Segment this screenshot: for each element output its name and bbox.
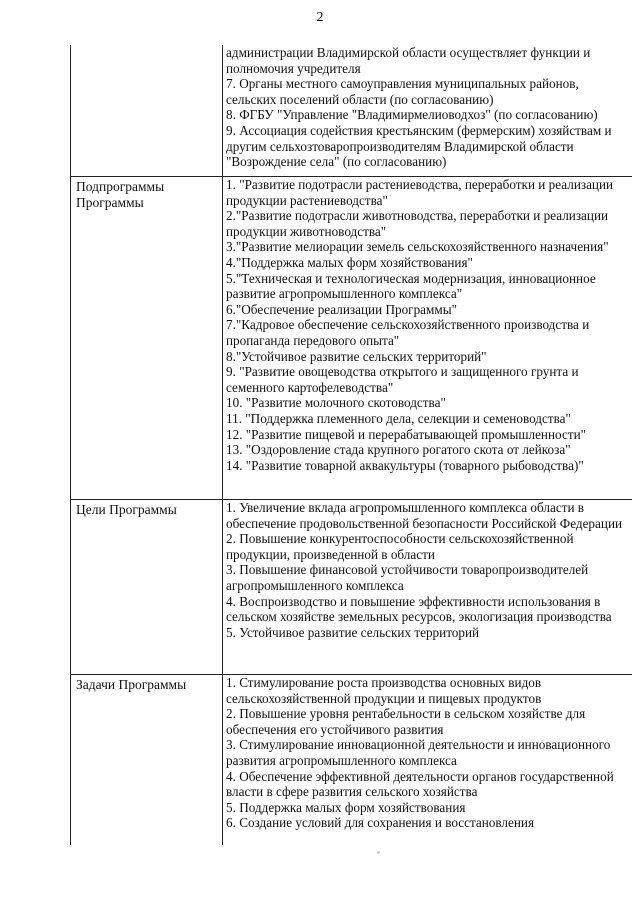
list-item: 11. "Поддержка племенного дела, селекции и семеноводства" — [226, 410, 571, 426]
goals-cell — [226, 500, 628, 640]
list-item: 5."Техническая и технологическая модернизация, инновационное развитие агропромышленного комплекса" — [226, 270, 596, 302]
list-item: 14. "Развитие товарной аквакультуры (товарного рыбоводства)" — [226, 457, 584, 473]
list-item: 2."Развитие подотрасли животноводства, переработки и реализации продукции животноводства" — [226, 208, 609, 239]
list-item: 3. Стимулирование инновационной деятельности и инновационного развития агропромышленного комплекса — [226, 737, 611, 768]
list-item: 8. ФГБУ "Управление "Владимирмелиоводхоз" (по согласованию) — [226, 107, 598, 123]
list-item: 6. Создание условий для сохранения и восстановления — [226, 815, 535, 831]
list-item: 1. Стимулирование роста производства основных видов сельскохозяйственной продукции и пищевых продуктов — [226, 675, 542, 706]
page-number: 2 — [316, 10, 324, 25]
list-item: администрации Владимирской области осуществляет функции и полномочия учредителя — [226, 45, 591, 76]
list-item: 12. "Развитие пищевой и перерабатывающей промышленности" — [226, 426, 587, 442]
list-item: 8."Устойчивое развитие сельских территорий" — [226, 348, 487, 364]
list-item: 6."Обеспечение реализации Программы" — [226, 301, 457, 317]
list-item: 7."Кадровое обеспечение сельскохозяйственного производства и пропаганда передового опыта" — [226, 317, 590, 348]
table-column-divider — [222, 45, 223, 845]
list-item: 10. "Развитие молочного скотоводства" — [226, 395, 446, 411]
list-item: 4."Поддержка малых форм хозяйствования" — [226, 254, 473, 270]
list-item: 9. "Развитие овощеводства открытого и защищенного грунта и семенного картофелеводства" — [226, 364, 579, 395]
continuation-cell — [226, 45, 628, 170]
list-item: 2. Повышение конкурентоспособности сельскохозяйственной продукции, произведенной в области — [226, 531, 574, 562]
scan-speck — [377, 851, 380, 854]
list-item: 4. Воспроизводство и повышение эффективности использования в сельском хозяйстве земельных ресурсов, экологизация производства — [226, 593, 612, 625]
table-left-border — [70, 45, 71, 845]
list-item: 13. "Оздоровление стада крупного рогатого скота от лейкоза" — [226, 442, 571, 458]
list-item: 3."Развитие мелиорации земель сельскохозяйственного назначения" — [226, 239, 609, 255]
list-item: 9. Ассоциация содействия крестьянским (фермерским) хозяйствам и другим сельхозтоваропроизводителям Владимирской области "Возрождение села" (по согласованию) — [226, 122, 612, 170]
list-item: 1. Увеличение вклада агропромышленного комплекса области в обеспечение продовольственной безопасности Российской Федерации — [226, 500, 623, 531]
subprograms-label: Подпрограммы Программы — [76, 179, 165, 210]
list-item: 1. "Развитие подотрасли растениеводства, переработки и реализации продукции растениеводства" — [226, 177, 614, 208]
list-item: 7. Органы местного самоуправления муниципальных районов, сельских поселений области (по согласованию) — [226, 76, 579, 107]
list-item: 5. Поддержка малых форм хозяйствования — [226, 799, 466, 815]
program-passport-table — [70, 45, 632, 845]
list-item: 5. Устойчивое развитие сельских территорий — [226, 624, 480, 640]
tasks-cell — [226, 675, 628, 831]
subprograms-cell — [226, 177, 628, 473]
list-item: 2. Повышение уровня рентабельности в сельском хозяйстве для обеспечения его устойчивого развития — [226, 706, 586, 737]
list-item: 3. Повышение финансовой устойчивости товаропроизводителей агропромышленного комплекса — [226, 562, 589, 593]
tasks-label: Задачи Программы — [76, 677, 187, 692]
list-item: 4. Обеспечение эффективной деятельности органов государственной власти в сфере развития сельского хозяйства — [226, 768, 614, 800]
goals-label: Цели Программы — [76, 502, 177, 517]
